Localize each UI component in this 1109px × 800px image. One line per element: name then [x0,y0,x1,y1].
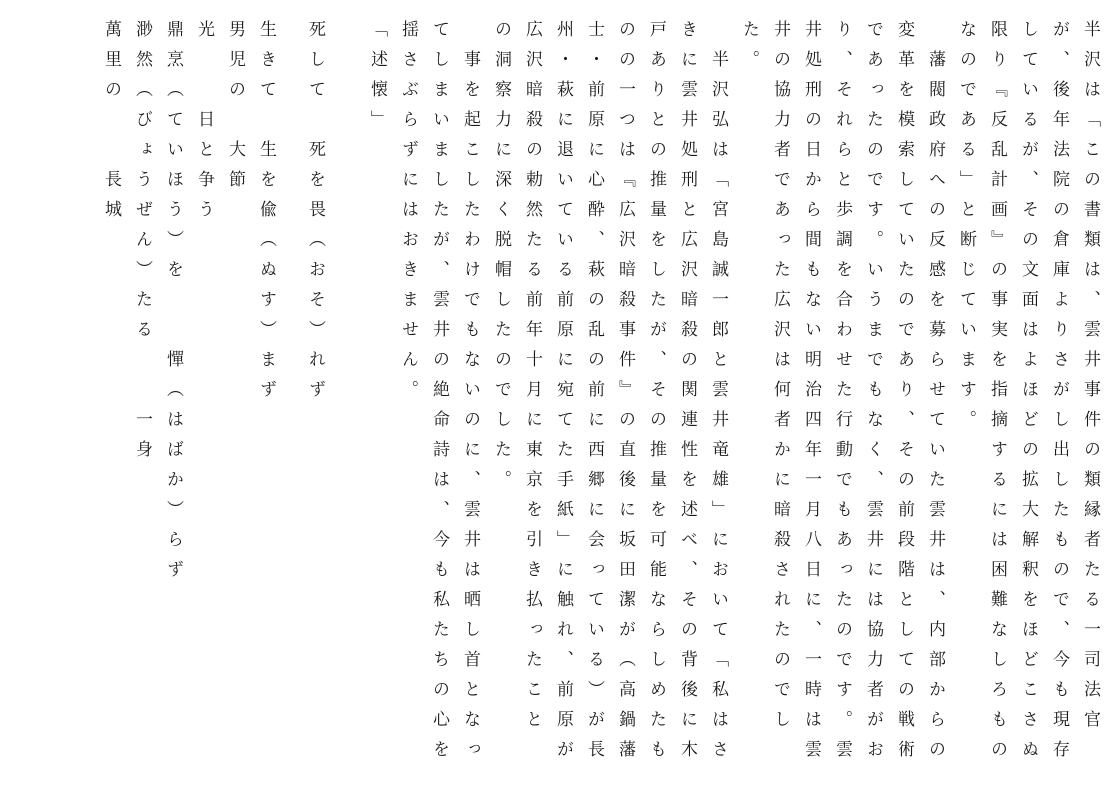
poem-line: 渺然（びょうぜん）たる 一身 [132,20,152,470]
text-column: 変革を模索していたのであり、その前段階としての戦術 [894,20,914,770]
text-column: しているが、その文面はよほどの拡大解釈をほどこさぬ [1018,20,1038,770]
text-column: きに雲井処刑と広沢暗殺の関連性を述べ、その背後に木 [677,20,697,770]
text-column: 井の協力者であった広沢は何者かに暗殺されたのでし [770,20,790,740]
text-column: 半沢弘は「宮島誠一郎と雲井竜雄」において「私はさ [708,20,728,770]
text-column: なのである」と断じています。 [956,20,976,440]
vertical-text-block [95,20,1105,800]
text-column: であったのです。いうまでもなく、雲井には協力者がお [863,20,883,770]
text-column: 事を起こしたわけでもないのに、雲井は晒し首となっ [460,20,480,770]
text-column: のの一つは『広沢暗殺事件』の直後に坂田潔が（高鍋藩 [615,20,635,770]
text-column: 半沢は「この書類は、雲井事件の類縁者たる一司法官 [1080,20,1100,740]
poem-line: 生きて 生を偸（ぬす）まず [256,20,276,410]
text-column: 限り『反乱計画』の事実を指摘するには困難なしろもの [987,20,1007,770]
text-column: 井処刑の日から間もない明治四年一月八日に、一時は雲 [801,20,821,770]
poem-line: 萬里の 長城 [101,20,121,230]
poem-line: 鼎烹（ていほう）を 憚（はばか）らず [163,20,183,590]
text-column: てしまいましたが、雲井の絶命詩は、今も私たちの心を [429,20,449,770]
poem-line: 死して 死を畏（おそ）れず [305,20,325,410]
poem-line: 光 日と争う [194,20,214,230]
poem-line: 男児の 大節 [225,20,245,200]
text-column: 広沢暗殺の勅然たる前年十月に東京を引き払ったこと [522,20,542,740]
text-column: た。 [739,20,759,80]
text-column: 藩閥政府への反感を募らせていた雲井は、内部からの [925,20,945,770]
text-column: 士・前原に心酔、萩の乱の前に西郷に会っている）が長 [584,20,604,770]
text-column: が、後年法院の倉庫よりさがし出したもので、今も現存 [1049,20,1069,770]
text-column: 戸ありとの推量をしたが、その推量を可能ならしめたも [646,20,666,770]
text-column: の洞察力に深く脱帽したのでした。 [491,20,511,500]
text-column: 揺さぶらずにはおきません。 [398,20,418,410]
poem-title: 「述懐」 [367,20,387,140]
text-column: り、それらと歩調を合わせた行動でもあったのです。雲 [832,20,852,770]
text-column: 州・萩に退いている前原に宛てた手紙」に触れ、前原が [553,20,573,770]
